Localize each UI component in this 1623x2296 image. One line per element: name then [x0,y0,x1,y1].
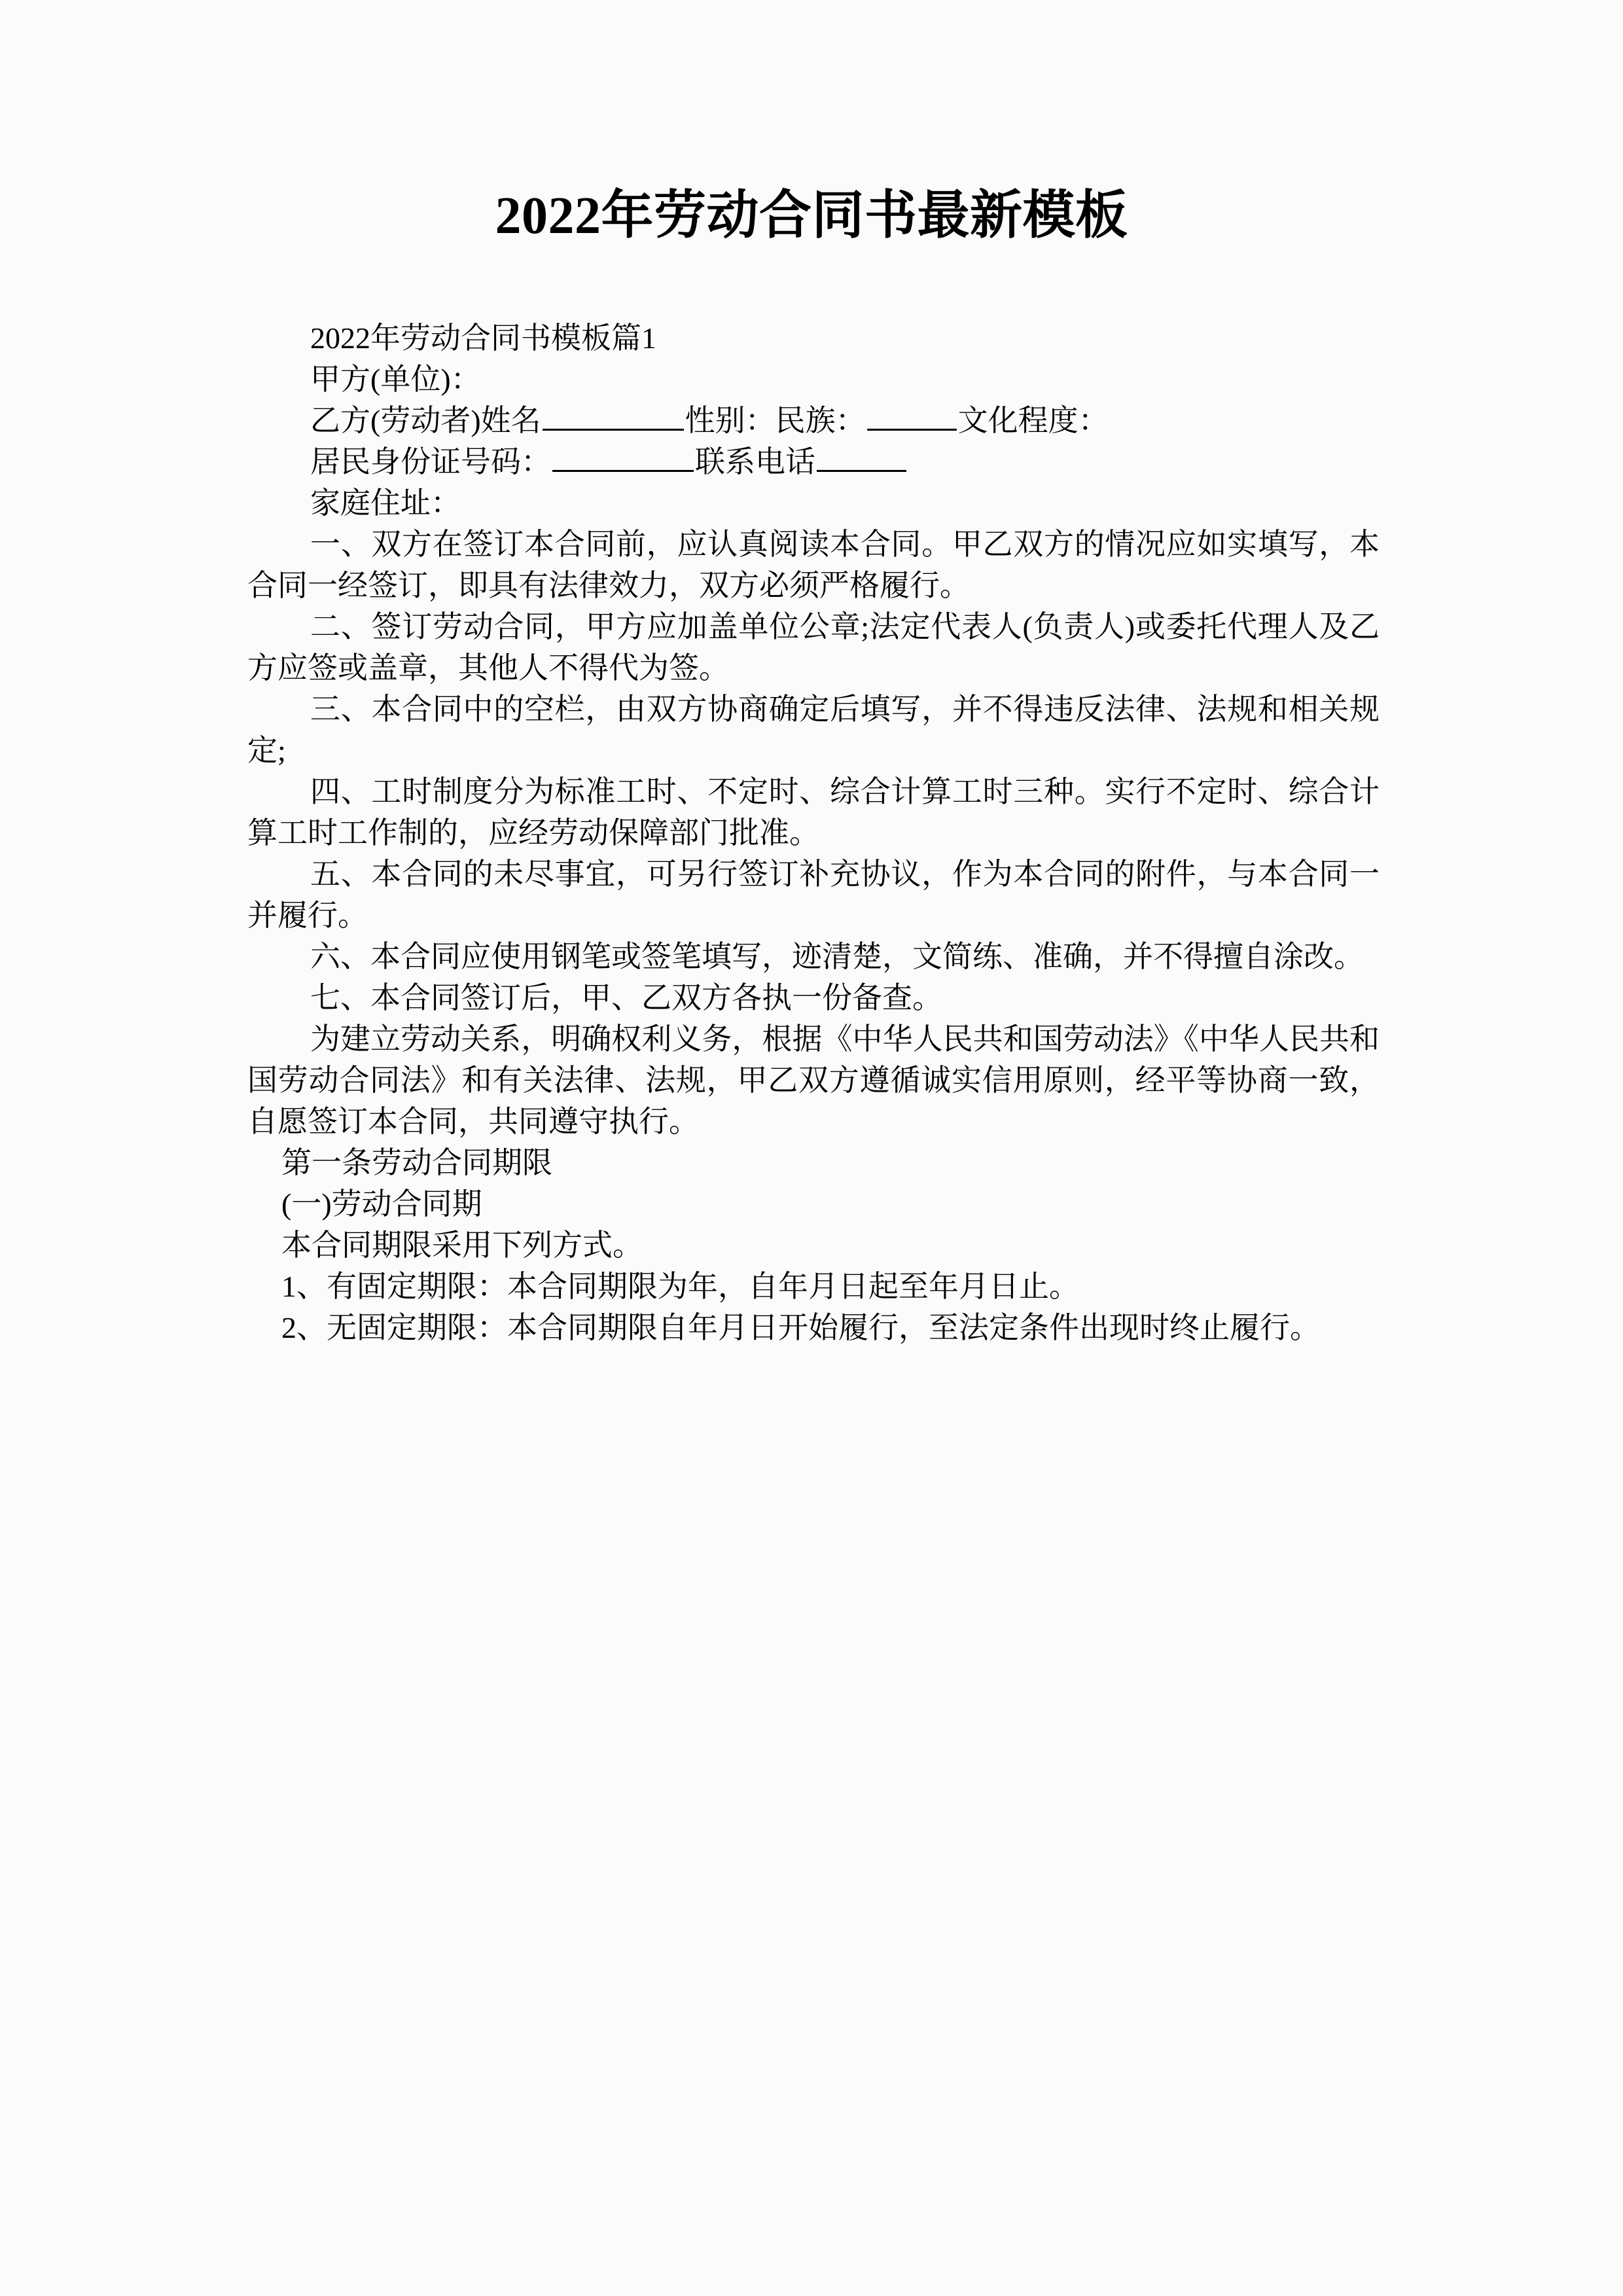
preamble-paragraph: 为建立劳动关系，明确权利义务，根据《中华人民共和国劳动法》《中华人民共和国劳动合同法》和有关法律、法规，甲乙双方遵循诚实信用原则，经平等协商一致，自愿签订本合同，共同遵守执行。 [247,1022,1380,1138]
party-b-line [247,400,1380,441]
education-label: 文化程度： [957,404,1109,437]
notice-item-5: 五、本合同的未尽事宜，可另行签订补充协议，作为本合同的附件，与本合同一并履行。 [247,857,1380,932]
ethnicity-blank[interactable] [867,403,957,431]
term-option-fixed: 1、有固定期限：本合同期限为年，自年月日起至年月日止。 [281,1270,1079,1303]
phone-blank[interactable] [817,444,906,472]
document-body [247,317,1380,1348]
article-one-heading: 第一条劳动合同期限 [281,1146,552,1179]
id-phone-line [247,441,1380,482]
article-one-subheading: (一)劳动合同期 [281,1187,482,1221]
notice-item-1: 一、双方在签订本合同前，应认真阅读本合同。甲乙双方的情况应如实填写，本合同一经签订，即具有法律效力，双方必须严格履行。 [247,528,1380,602]
notice-item-6: 六、本合同应使用钢笔或签笔填写，迹清楚，文简练、准确，并不得擅自涂改。 [310,940,1364,973]
id-number-label: 居民身份证号码： [310,445,551,478]
party-a-line: 甲方(单位)： [310,363,481,396]
notice-item-7: 七、本合同签订后，甲、乙双方各执一份备查。 [310,981,942,1014]
phone-label: 联系电话 [695,445,815,478]
gender-label: 性别： [685,404,776,437]
party-b-name-blank[interactable] [543,403,684,431]
notice-item-4: 四、工时制度分为标准工时、不定时、综合计算工时三种。实行不定时、综合计算工时工作制的，应经劳动保障部门批准。 [247,775,1380,850]
article-one-intro: 本合同期限采用下列方式。 [281,1229,643,1262]
page-title: 2022年劳动合同书最新模板 [495,187,1128,245]
address-line: 家庭住址： [310,486,461,520]
document-subtitle: 2022年劳动合同书模板篇1 [310,321,656,355]
id-number-blank[interactable] [552,444,694,472]
term-option-open-ended: 2、无固定期限：本合同期限自年月日开始履行，至法定条件出现时终止履行。 [281,1311,1320,1344]
notice-item-2: 二、签订劳动合同，甲方应加盖单位公章;法定代表人(负责人)或委托代理人及乙方应签或盖章，其他人不得代为签。 [247,610,1380,685]
party-b-name-label: 乙方(劳动者)姓名 [310,404,541,437]
ethnicity-label: 民族： [775,404,866,437]
notice-item-3: 三、本合同中的空栏，由双方协商确定后填写，并不得违反法律、法规和相关规定; [247,692,1380,767]
